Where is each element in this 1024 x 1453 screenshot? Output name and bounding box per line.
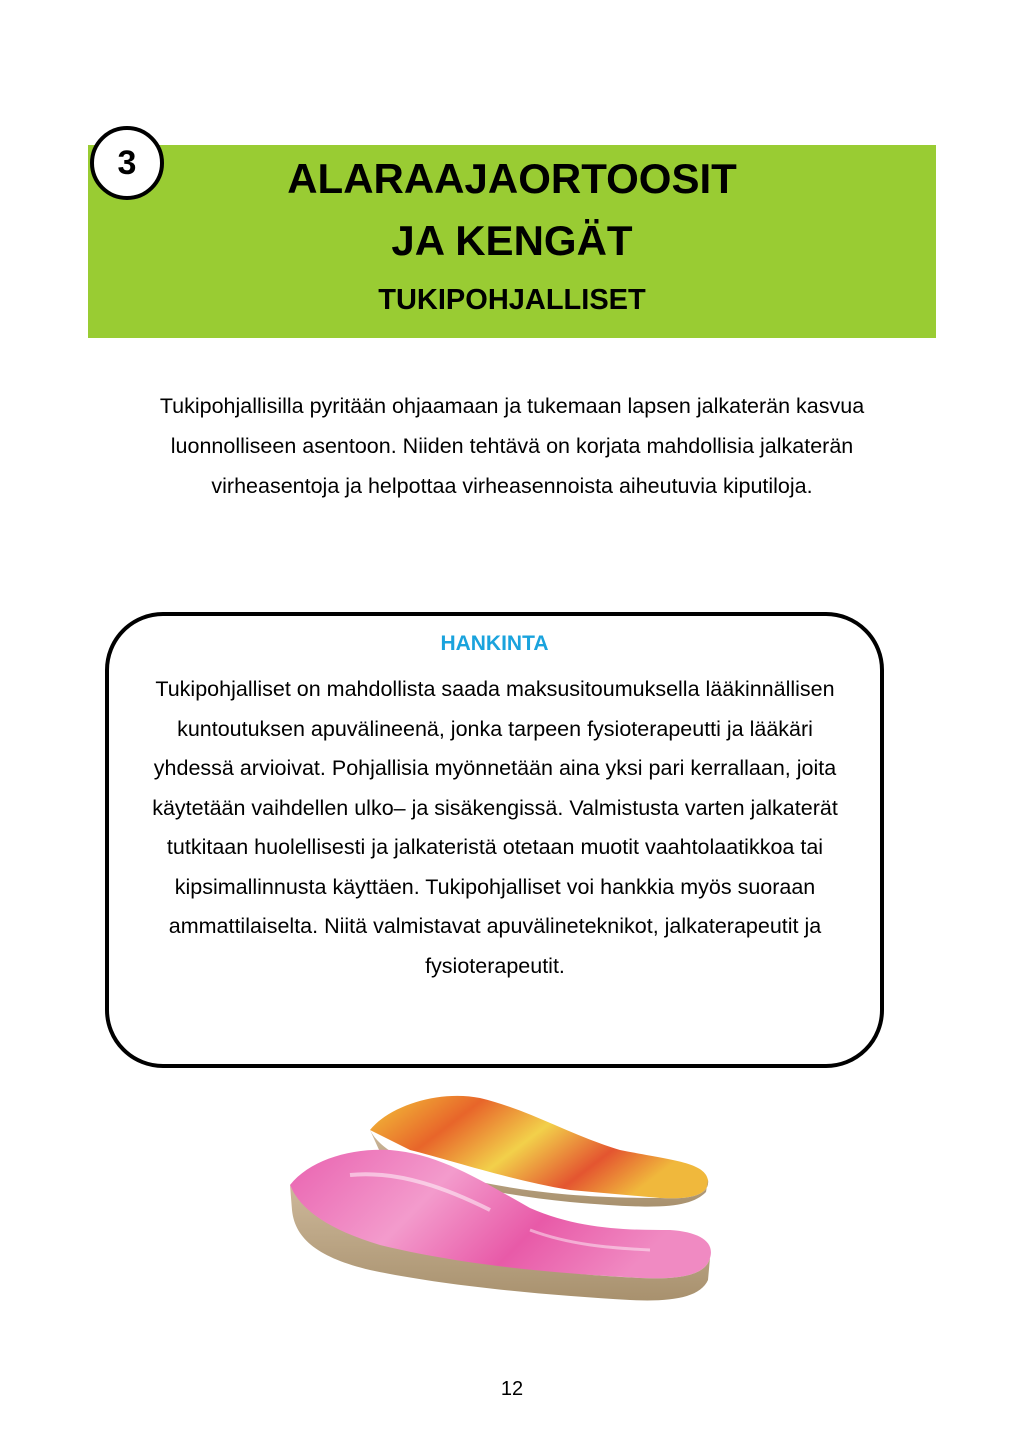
insoles-photo xyxy=(270,1080,730,1305)
chapter-number-badge: 3 xyxy=(90,126,164,200)
info-box-heading: HANKINTA xyxy=(440,632,549,655)
page-subtitle: TUKIPOHJALLISET xyxy=(378,284,646,316)
page-title-line-2: JA KENGÄT xyxy=(391,217,633,264)
intro-paragraph: Tukipohjallisilla pyritään ohjaamaan ja tukemaan lapsen jalkaterän kasvua luonnolliseen asentoon. Niiden tehtävä on korjata mahdollisia jalkaterän virheasentoja ja helpottaa virheasennoista aiheutuvia kiputiloja. xyxy=(159,394,865,498)
info-box-text: Tukipohjalliset on mahdollista saada maksusitoumuksella lääkinnällisen kuntoutuksen apuvälineenä, jonka tarpeen fysioterapeutti ja lääkäri yhdessä arvioivat. Pohjallisia myönnetään aina yksi pari kerrallaan, joita käytetään vaihdellen ulko– ja sisäkengissä. Valmistusta varten jalkaterät tutkitaan huolellisesti ja jalkateristä otetaan muotit vaahtolaatikkoa tai kipsimallinnusta käyttäen. Tukipohjalliset voi hankkia myös suoraan ammattilaiselta. Niitä valmistavat apuvälineteknikot, jalkaterapeutit ja fysioterapeutit. xyxy=(152,677,838,978)
page-title-line-1: ALARAAJAORTOOSIT xyxy=(287,155,737,202)
page-number: 12 xyxy=(500,1378,524,1400)
